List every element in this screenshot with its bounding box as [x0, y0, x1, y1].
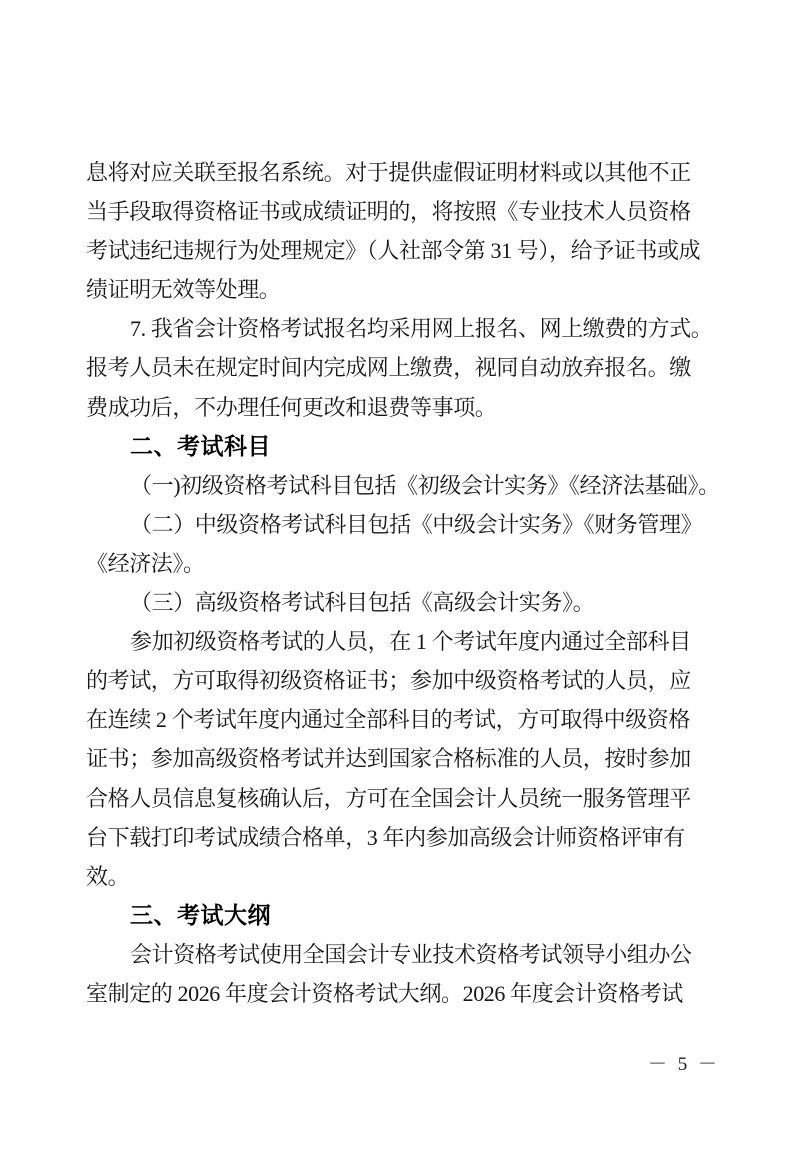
- heading-exam-outline: 三、考试大纲: [130, 901, 271, 928]
- text-line: 台下载打印考试成绩合格单，3 年内参加高级会计师资格评审有: [86, 824, 685, 850]
- page-number: － 5 －: [648, 1054, 721, 1075]
- text-line: 绩证明无效等处理。: [86, 277, 281, 303]
- document-text-block: [86, 153, 720, 1013]
- text-line: 费成功后，不办理任何更改和退费等事项。: [86, 394, 497, 420]
- text-line: 当手段取得资格证书或成绩证明的，将按照《专业技术人员资格: [86, 199, 691, 225]
- text-line: 考试违纪违规行为处理规定》（人社部令第 31 号），给予证书或成: [86, 238, 701, 264]
- text-line: 《经济法》。: [86, 550, 205, 576]
- text-line: 效。: [86, 863, 130, 889]
- text-line: （三）高级资格考试科目包括《高级会计实务》。: [130, 590, 595, 616]
- text-line: 在连续 2 个考试年度内通过全部科目的考试，方可取得中级资格: [86, 707, 691, 733]
- text-line: 证书；参加高级资格考试并达到国家合格标准的人员，按时参加: [86, 746, 691, 772]
- text-line: （一)初级资格考试科目包括《初级会计实务》《经济法基础》。: [130, 472, 720, 498]
- text-line: 室制定的 2026 年度会计资格考试大纲。2026 年度会计资格考试: [86, 980, 683, 1006]
- text-line: 息将对应关联至报名系统。对于提供虚假证明材料或以其他不正: [86, 160, 691, 185]
- text-line: 7. 我省会计资格考试报名均采用网上报名、网上缴费的方式。: [130, 316, 713, 342]
- text-line: 会计资格考试使用全国会计专业技术资格考试领导小组办公: [130, 941, 692, 967]
- text-line: （二）中级资格考试科目包括《中级会计实务》《财务管理》: [130, 511, 703, 537]
- text-line: 报考人员未在规定时间内完成网上缴费，视同自动放弃报名。缴: [86, 355, 691, 381]
- text-line: 的考试，方可取得初级资格证书；参加中级资格考试的人员，应: [86, 668, 691, 694]
- text-line: 合格人员信息复核确认后，方可在全国会计人员统一服务管理平: [86, 785, 691, 811]
- text-line: 参加初级资格考试的人员，在 1 个考试年度内通过全部科目: [130, 629, 691, 655]
- heading-exam-subjects: 二、考试科目: [130, 432, 271, 459]
